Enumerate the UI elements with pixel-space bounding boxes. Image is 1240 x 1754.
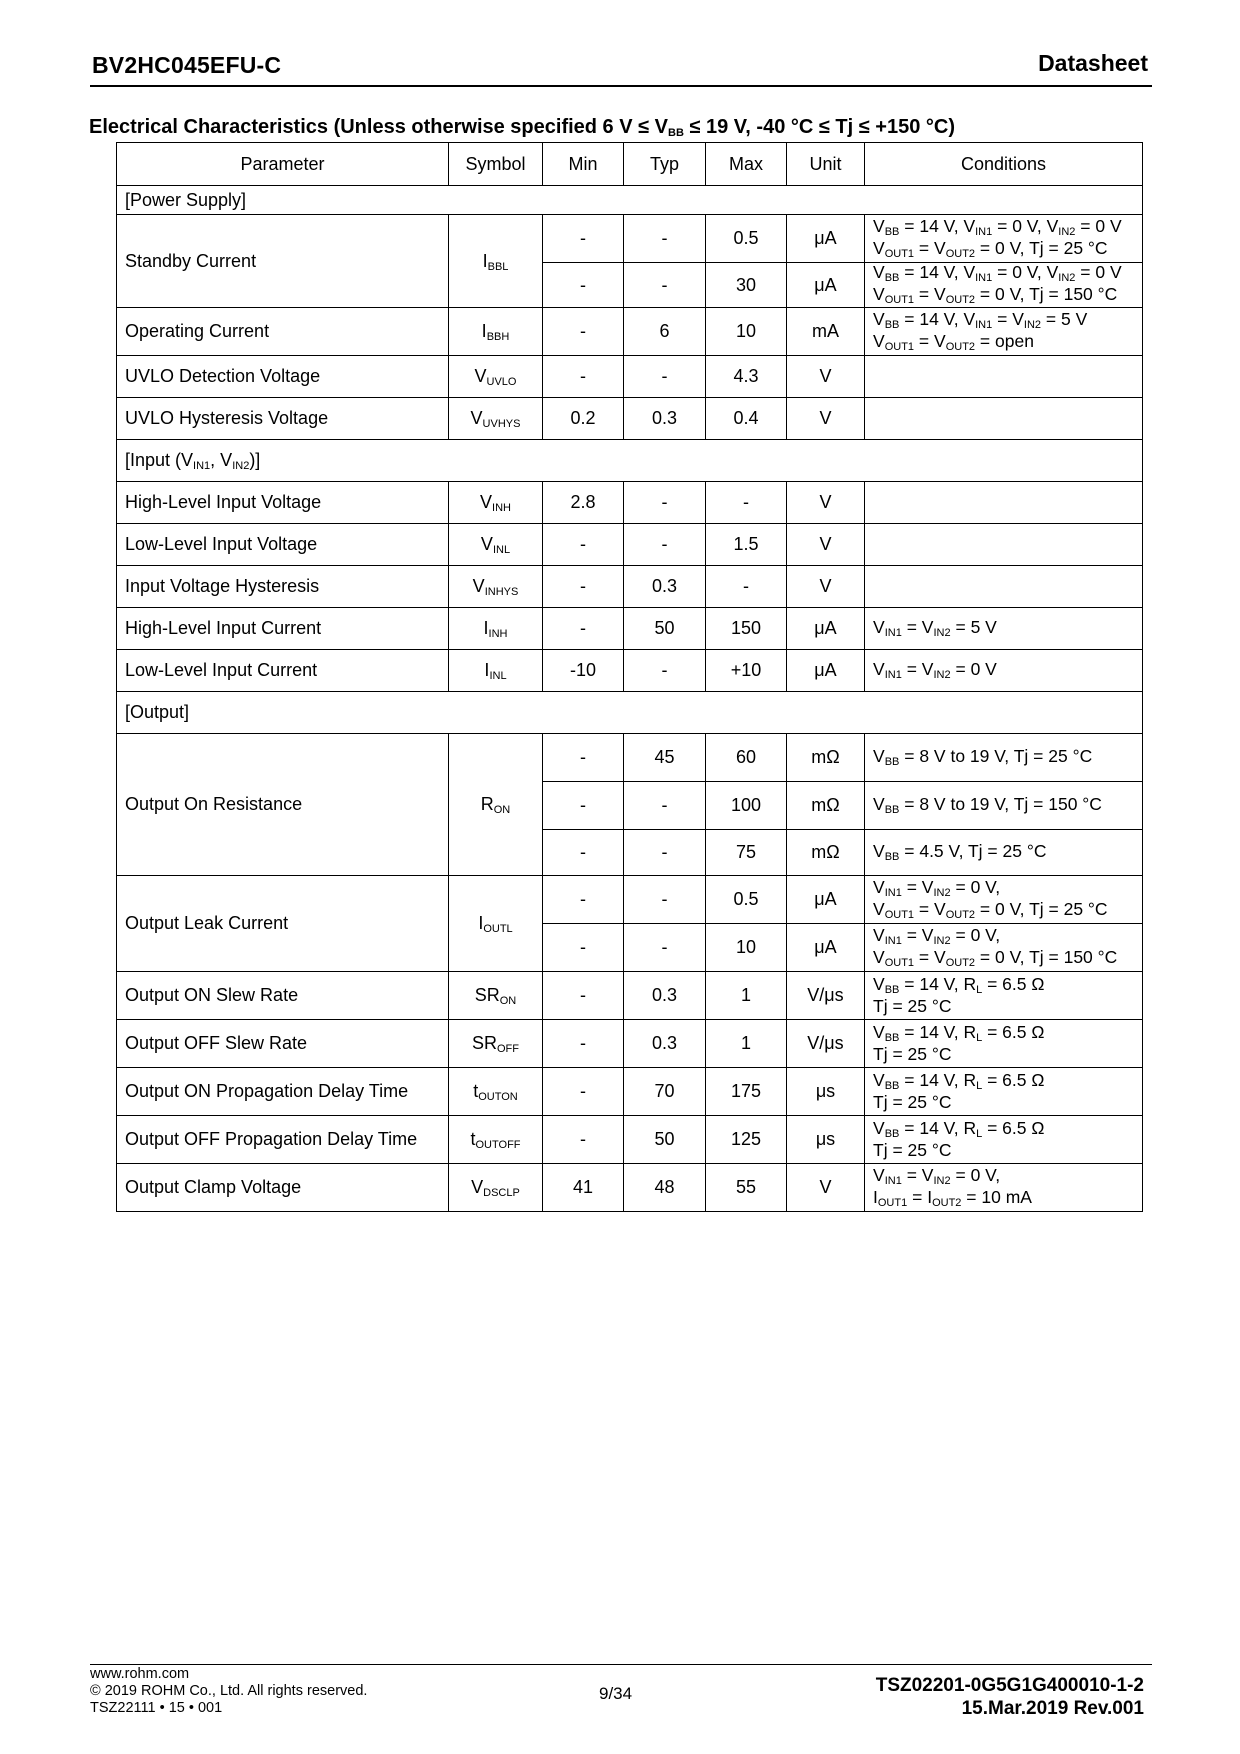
- group-power-supply: [Power Supply]: [117, 186, 1143, 215]
- min-cell: -: [543, 566, 624, 608]
- typ-cell: 70: [624, 1068, 706, 1116]
- symbol-cell: $V_{UVHYS}$: [449, 398, 543, 440]
- param-cell: UVLO Detection Voltage: [117, 356, 449, 398]
- max-cell: 10: [706, 924, 787, 972]
- footer-site: www.rohm.com: [90, 1666, 190, 1682]
- conditions-cell: [865, 356, 1143, 398]
- header-rule: [90, 85, 1152, 87]
- group-row: [117, 692, 1143, 734]
- unit-cell: μA: [787, 924, 865, 972]
- table-row: [117, 972, 1143, 1020]
- conditions-cell: [865, 482, 1143, 524]
- max-cell: 0.5: [706, 215, 787, 263]
- unit-cell: μA: [787, 215, 865, 263]
- param-cell: Output On Resistance: [117, 734, 449, 876]
- conditions-cell: $V_{BB} = 14$ V, $R_L = 6.5$ Ω Tj = 25 °C: [865, 1116, 1143, 1164]
- min-cell: -: [543, 972, 624, 1020]
- param-cell: High-Level Input Current: [117, 608, 449, 650]
- unit-cell: μA: [787, 608, 865, 650]
- symbol-cell: $t_{OUTOFF}$: [449, 1116, 543, 1164]
- table-row: [117, 734, 1143, 782]
- footer-left: [90, 1666, 367, 1717]
- conditions-cell: [865, 524, 1143, 566]
- table-row: [117, 1164, 1143, 1212]
- typ-cell: 50: [624, 608, 706, 650]
- param-cell: Output ON Propagation Delay Time: [117, 1068, 449, 1116]
- symbol-cell: $V_{INL}$: [449, 524, 543, 566]
- document-type: Datasheet: [1038, 50, 1148, 76]
- typ-cell: -: [624, 524, 706, 566]
- unit-cell: μs: [787, 1116, 865, 1164]
- param-cell: Output ON Slew Rate: [117, 972, 449, 1020]
- table-row: [117, 566, 1143, 608]
- header-min: Min: [543, 143, 624, 186]
- typ-cell: 48: [624, 1164, 706, 1212]
- max-cell: 125: [706, 1116, 787, 1164]
- footer-copyright: © 2019 ROHM Co., Ltd. All rights reserved.: [90, 1683, 368, 1699]
- typ-cell: 0.3: [624, 1020, 706, 1068]
- min-cell: 41: [543, 1164, 624, 1212]
- header-unit: Unit: [787, 143, 865, 186]
- symbol-cell: $V_{DSCLP}$: [449, 1164, 543, 1212]
- conditions-cell: $V_{BB} = 8$ V to 19 V, Tj = 25 °C: [865, 734, 1143, 782]
- page-number: 9/34: [599, 1684, 633, 1703]
- unit-cell: V: [787, 1164, 865, 1212]
- max-cell: +10: [706, 650, 787, 692]
- header-parameter: Parameter: [117, 143, 449, 186]
- param-cell: Standby Current: [117, 215, 449, 308]
- param-cell: Output OFF Slew Rate: [117, 1020, 449, 1068]
- max-cell: 100: [706, 782, 787, 830]
- min-cell: -: [543, 356, 624, 398]
- max-cell: 10: [706, 308, 787, 356]
- conditions-cell: [865, 398, 1143, 440]
- unit-cell: V: [787, 482, 865, 524]
- min-cell: -: [543, 830, 624, 876]
- max-cell: 4.3: [706, 356, 787, 398]
- symbol-cell: $I_{INH}$: [449, 608, 543, 650]
- param-cell: High-Level Input Voltage: [117, 482, 449, 524]
- conditions-cell: $V_{IN1} = V_{IN2} = 0$ V, $V_{OUT1} = V_{OUT2} = 0$ V, Tj = 150 °C: [865, 924, 1143, 972]
- conditions-cell: $V_{BB} = 4.5$ V, Tj = 25 °C: [865, 830, 1143, 876]
- max-cell: 150: [706, 608, 787, 650]
- symbol-cell: $V_{UVLO}$: [449, 356, 543, 398]
- typ-cell: -: [624, 356, 706, 398]
- conditions-cell: $V_{IN1} = V_{IN2} = 5$ V: [865, 608, 1143, 650]
- typ-cell: 0.3: [624, 566, 706, 608]
- symbol-cell: $SR_{ON}$: [449, 972, 543, 1020]
- conditions-cell: $V_{BB} = 14$ V, $R_L = 6.5$ Ω Tj = 25 °C: [865, 1068, 1143, 1116]
- min-cell: -: [543, 524, 624, 566]
- unit-cell: μs: [787, 1068, 865, 1116]
- param-cell: UVLO Hysteresis Voltage: [117, 398, 449, 440]
- max-cell: 55: [706, 1164, 787, 1212]
- unit-cell: mΩ: [787, 830, 865, 876]
- table-row: [117, 1116, 1143, 1164]
- table-row: [117, 608, 1143, 650]
- unit-cell: V: [787, 398, 865, 440]
- unit-cell: mΩ: [787, 782, 865, 830]
- symbol-cell: $I_{BBL}$: [449, 215, 543, 308]
- param-cell: Low-Level Input Current: [117, 650, 449, 692]
- min-cell: -: [543, 263, 624, 308]
- symbol-cell: $R_{ON}$: [449, 734, 543, 876]
- param-cell: Operating Current: [117, 308, 449, 356]
- conditions-cell: $V_{BB} = 14$ V, $V_{IN1} = V_{IN2} = 5$ V $V_{OUT1} = V_{OUT2}$ = open: [865, 308, 1143, 356]
- unit-cell: V/μs: [787, 1020, 865, 1068]
- min-cell: -: [543, 215, 624, 263]
- min-cell: -: [543, 876, 624, 924]
- min-cell: -: [543, 1068, 624, 1116]
- typ-cell: 6: [624, 308, 706, 356]
- symbol-cell: $I_{BBH}$: [449, 308, 543, 356]
- revision-date: 15.Mar.2019 Rev.001: [961, 1698, 1144, 1719]
- footer-rule: [90, 1664, 1152, 1665]
- typ-cell: -: [624, 650, 706, 692]
- section-title: Electrical Characteristics (Unless otherwise specified 6 $V \le V_{BB} \le 19$ V, -40 °C ≤ Tj ≤ +150 °C): [89, 116, 955, 139]
- min-cell: -: [543, 608, 624, 650]
- header-max: Max: [706, 143, 787, 186]
- min-cell: -: [543, 1020, 624, 1068]
- group-output: [Output]: [117, 692, 1143, 734]
- min-cell: 2.8: [543, 482, 624, 524]
- conditions-cell: [865, 566, 1143, 608]
- conditions-cell: $V_{IN1} = V_{IN2} = 0$ V, $I_{OUT1} = I_{OUT2} = 10$ mA: [865, 1164, 1143, 1212]
- group-input: [Input ($V_{IN1}$, $V_{IN2}$)]: [117, 440, 1143, 482]
- table-row: [117, 356, 1143, 398]
- symbol-cell: $I_{INL}$: [449, 650, 543, 692]
- typ-cell: 45: [624, 734, 706, 782]
- conditions-cell: $V_{BB} = 14$ V, $R_L = 6.5$ Ω Tj = 25 °C: [865, 972, 1143, 1020]
- typ-cell: 50: [624, 1116, 706, 1164]
- header-conditions: Conditions: [865, 143, 1143, 186]
- typ-cell: -: [624, 215, 706, 263]
- table-row: [117, 215, 1143, 263]
- conditions-cell: $V_{BB} = 14$ V, $R_L = 6.5$ Ω Tj = 25 °C: [865, 1020, 1143, 1068]
- unit-cell: μA: [787, 650, 865, 692]
- typ-cell: -: [624, 263, 706, 308]
- max-cell: 1: [706, 1020, 787, 1068]
- table-header-row: [117, 143, 1143, 186]
- symbol-cell: $t_{OUTON}$: [449, 1068, 543, 1116]
- symbol-cell: $I_{OUTL}$: [449, 876, 543, 972]
- unit-cell: V: [787, 524, 865, 566]
- typ-cell: -: [624, 924, 706, 972]
- header-typ: Typ: [624, 143, 706, 186]
- footer-right: [876, 1674, 1144, 1720]
- unit-cell: μA: [787, 263, 865, 308]
- min-cell: 0.2: [543, 398, 624, 440]
- unit-cell: μA: [787, 876, 865, 924]
- max-cell: -: [706, 566, 787, 608]
- document-title: BV2HC045EFU-C: [92, 52, 282, 78]
- typ-cell: -: [624, 782, 706, 830]
- typ-cell: -: [624, 876, 706, 924]
- param-cell: Output OFF Propagation Delay Time: [117, 1116, 449, 1164]
- conditions-cell: $V_{IN1} = V_{IN2} = 0$ V, $V_{OUT1} = V_{OUT2} = 0$ V, Tj = 25 °C: [865, 876, 1143, 924]
- max-cell: 175: [706, 1068, 787, 1116]
- max-cell: 0.4: [706, 398, 787, 440]
- table-row: [117, 482, 1143, 524]
- min-cell: -: [543, 782, 624, 830]
- min-cell: -: [543, 734, 624, 782]
- param-cell: Low-Level Input Voltage: [117, 524, 449, 566]
- table-row: [117, 524, 1143, 566]
- max-cell: 1: [706, 972, 787, 1020]
- typ-cell: 0.3: [624, 398, 706, 440]
- symbol-cell: $SR_{OFF}$: [449, 1020, 543, 1068]
- unit-cell: mA: [787, 308, 865, 356]
- unit-cell: V: [787, 356, 865, 398]
- typ-cell: -: [624, 482, 706, 524]
- max-cell: 0.5: [706, 876, 787, 924]
- param-cell: Input Voltage Hysteresis: [117, 566, 449, 608]
- table-row: [117, 398, 1143, 440]
- unit-cell: V/μs: [787, 972, 865, 1020]
- table-row: [117, 650, 1143, 692]
- document-number: TSZ02201-0G5G1G400010-1-2: [875, 1675, 1144, 1696]
- footer-code: TSZ22111 • 15 • 001: [90, 1700, 223, 1716]
- max-cell: 1.5: [706, 524, 787, 566]
- max-cell: 75: [706, 830, 787, 876]
- table-row: [117, 876, 1143, 924]
- table-row: [117, 1068, 1143, 1116]
- conditions-cell: $V_{BB} = 14$ V, $V_{IN1} = 0$ V, $V_{IN2} = 0$ V $V_{OUT1} = V_{OUT2} = 0$ V, Tj = 150 °C: [865, 263, 1143, 308]
- conditions-cell: $V_{BB} = 8$ V to 19 V, Tj = 150 °C: [865, 782, 1143, 830]
- max-cell: -: [706, 482, 787, 524]
- header-symbol: Symbol: [449, 143, 543, 186]
- param-cell: Output Clamp Voltage: [117, 1164, 449, 1212]
- max-cell: 60: [706, 734, 787, 782]
- param-cell: Output Leak Current: [117, 876, 449, 972]
- symbol-cell: $V_{INH}$: [449, 482, 543, 524]
- typ-cell: -: [624, 830, 706, 876]
- table-row: [117, 308, 1143, 356]
- unit-cell: V: [787, 566, 865, 608]
- conditions-cell: $V_{IN1} = V_{IN2} = 0$ V: [865, 650, 1143, 692]
- max-cell: 30: [706, 263, 787, 308]
- min-cell: -10: [543, 650, 624, 692]
- min-cell: -: [543, 924, 624, 972]
- min-cell: -: [543, 308, 624, 356]
- table-row: [117, 1020, 1143, 1068]
- group-row: [117, 186, 1143, 215]
- electrical-characteristics-table: [116, 142, 1143, 1212]
- unit-cell: mΩ: [787, 734, 865, 782]
- symbol-cell: $V_{INHYS}$: [449, 566, 543, 608]
- conditions-cell: $V_{BB} = 14$ V, $V_{IN1} = 0$ V, $V_{IN2} = 0$ V $V_{OUT1} = V_{OUT2} = 0$ V, Tj = 25 °C: [865, 215, 1143, 263]
- typ-cell: 0.3: [624, 972, 706, 1020]
- group-row: [117, 440, 1143, 482]
- min-cell: -: [543, 1116, 624, 1164]
